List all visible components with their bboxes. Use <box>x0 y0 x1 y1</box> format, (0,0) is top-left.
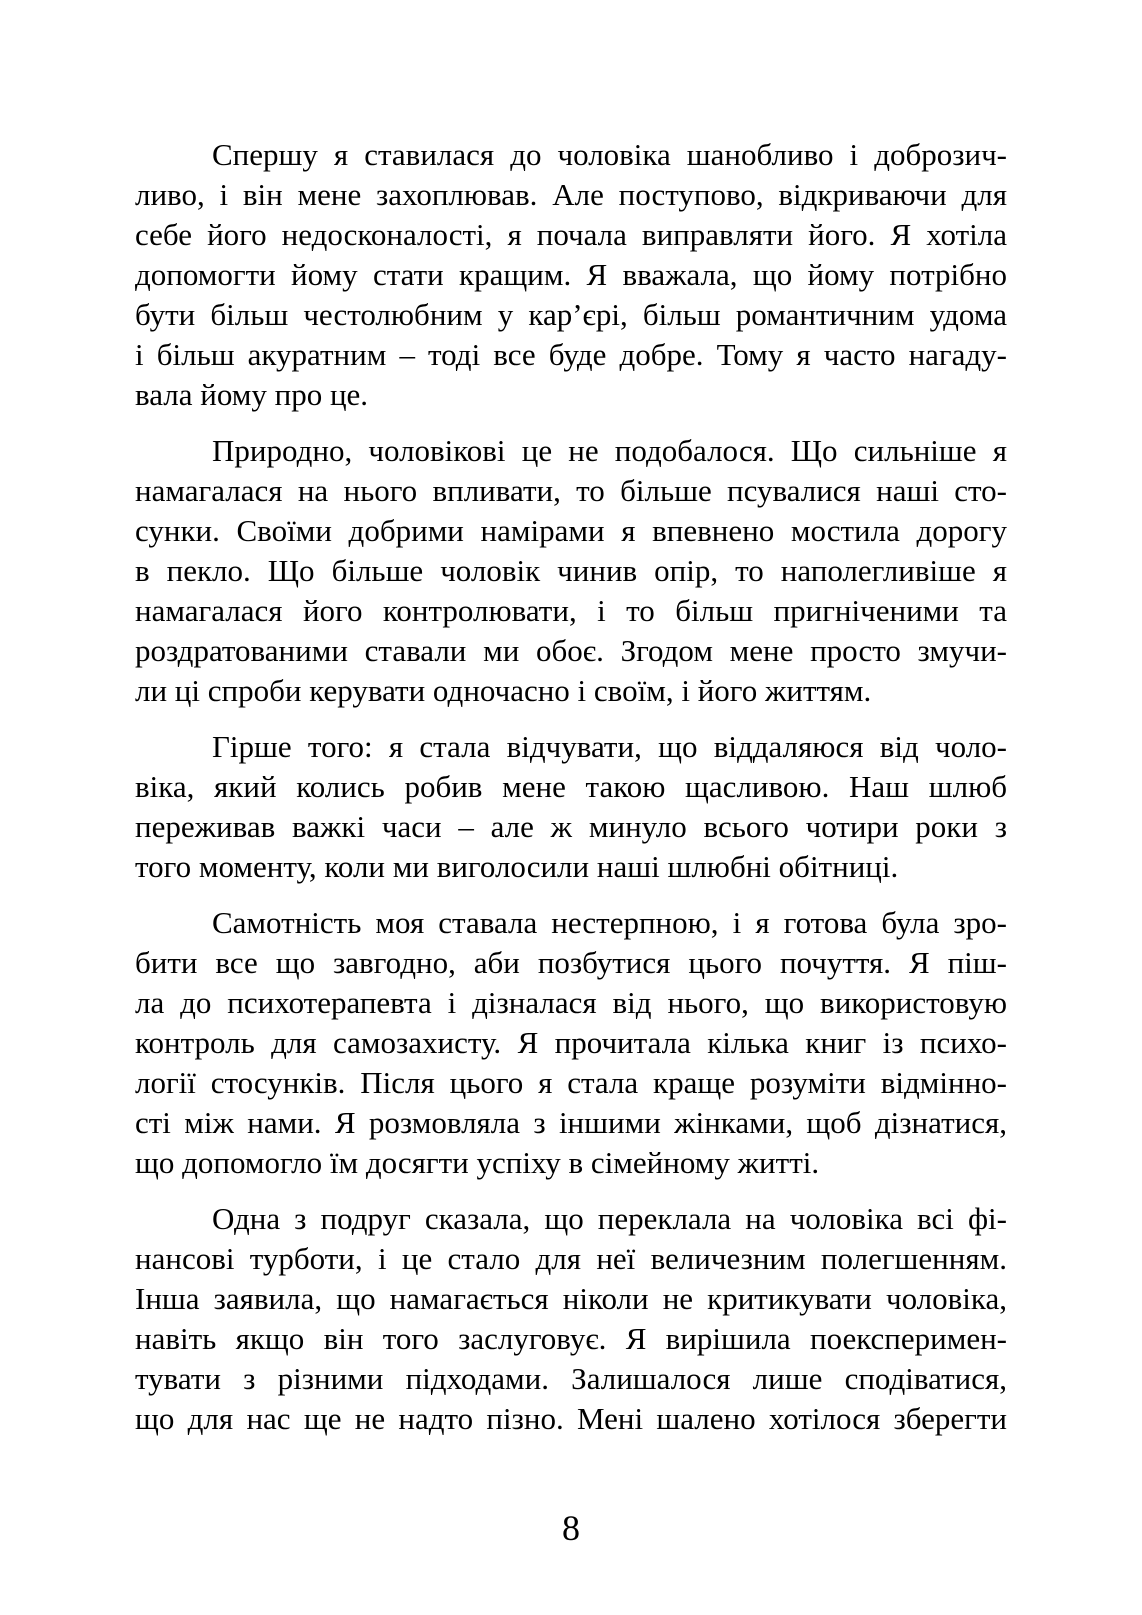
paragraph <box>135 903 1007 1183</box>
text-line: тувати з різними підходами. Залишалося лише сподіватися, <box>135 1361 1007 1396</box>
text-line: сунки. Своїми добрими намірами я впевнено мостила дорогу <box>135 513 1007 548</box>
text-line: намагалася на нього впливати, то більше псувалися наші сто- <box>135 473 1007 508</box>
text-line: ла до психотерапевта і дізналася від нього, що використовую <box>135 985 1007 1020</box>
page-number: 8 <box>562 1508 580 1548</box>
page-text <box>135 135 1007 1439</box>
text-line: себе його недосконалості, я почала виправляти його. Я хотіла <box>135 217 1007 252</box>
text-line: що для нас ще не надто пізно. Мені шалено хотілося зберегти <box>135 1401 1007 1436</box>
text-line: сті між нами. Я розмовляла з іншими жінками, щоб дізнатися, <box>135 1105 1007 1140</box>
text-line: Спершу я ставилася до чоловіка шанобливо і доброзич- <box>212 137 1007 172</box>
text-line: в пекло. Що більше чоловік чинив опір, то наполегливіше я <box>135 553 1007 588</box>
text-line: переживав важкі часи – але ж минуло всього чотири роки з <box>135 809 1007 844</box>
text-line: логії стосунків. Після цього я стала краще розуміти відмінно- <box>135 1065 1007 1100</box>
text-line: ливо, і він мене захоплював. Але поступово, відкриваючи для <box>135 177 1007 212</box>
text-line: Одна з подруг сказала, що переклала на чоловіка всі фі- <box>212 1201 1007 1236</box>
paragraph <box>135 1199 1007 1439</box>
text-line: і більш акуратним – тоді все буде добре. Тому я часто нагаду- <box>135 337 1007 372</box>
paragraph <box>135 727 1007 887</box>
text-line: ли ці спроби керувати одночасно і своїм, і його життям. <box>135 673 872 708</box>
text-line: Гірше того: я стала відчувати, що віддаляюся від чоло- <box>212 729 1007 764</box>
text-line: роздратованими ставали ми обоє. Згодом мене просто змучи- <box>135 633 1007 668</box>
text-line: бити все що завгодно, аби позбутися цього почуття. Я піш- <box>135 945 1007 980</box>
text-line: Самотність моя ставала нестерпною, і я готова була зро- <box>212 905 1007 940</box>
text-line: віка, який колись робив мене такою щасливою. Наш шлюб <box>135 769 1007 804</box>
text-line: навіть якщо він того заслуговує. Я вирішила поексперимен- <box>135 1321 1007 1356</box>
text-line: вала йому про це. <box>135 377 369 412</box>
text-line: бути більш честолюбним у кар’єрі, більш романтичним удома <box>135 297 1007 332</box>
text-line: нансові турботи, і це стало для неї величезним полегшенням. <box>135 1241 1007 1276</box>
paragraph <box>135 135 1007 415</box>
text-line: Природно, чоловікові це не подобалося. Що сильніше я <box>212 433 1007 468</box>
paragraph <box>135 431 1007 711</box>
text-line: що допомогло їм досягти успіху в сімейному житті. <box>135 1145 820 1180</box>
text-line: контроль для самозахисту. Я прочитала кілька книг із психо- <box>135 1025 1007 1060</box>
text-line: намагалася його контролювати, і то більш пригніченими та <box>135 593 1007 628</box>
text-line: Інша заявила, що намагається ніколи не критикувати чоловіка, <box>135 1281 1007 1316</box>
text-line: допомогти йому стати кращим. Я вважала, що йому потрібно <box>135 257 1007 292</box>
text-line: того моменту, коли ми виголосили наші шлюбні обітниці. <box>135 849 899 884</box>
